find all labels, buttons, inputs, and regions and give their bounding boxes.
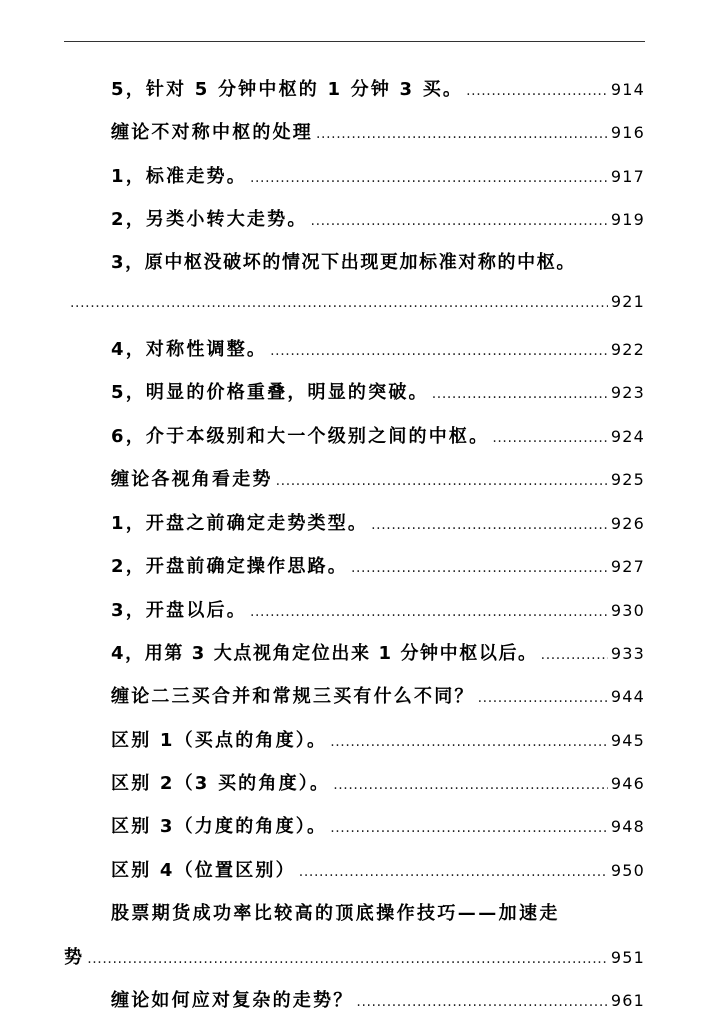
- toc-entry-title: 3，开盘以后。: [111, 600, 247, 621]
- toc-entry-long-title[interactable]: [64, 248, 645, 278]
- toc-entry[interactable]: [64, 465, 645, 495]
- dot-leader: [466, 83, 608, 99]
- toc-entry-title: 2，开盘前确定操作思路。: [111, 556, 348, 577]
- toc-entry[interactable]: [64, 509, 645, 539]
- toc-entry-title-line1: 股票期货成功率比较高的顶底操作技巧——加速走: [111, 903, 560, 924]
- dot-leader: [333, 777, 608, 793]
- toc-entry-title: 4，用第 3 大点视角定位出来 1 分钟中枢以后。: [111, 643, 538, 664]
- toc-entry-page: 922: [610, 340, 645, 359]
- toc-entry-continuation[interactable]: [64, 292, 645, 322]
- toc-entry[interactable]: [64, 335, 645, 365]
- toc-entry-page: 914: [610, 80, 645, 99]
- dot-leader: [541, 647, 608, 663]
- toc-entry[interactable]: [64, 596, 645, 626]
- dot-leader: [87, 951, 608, 967]
- toc-entry-page: 933: [610, 644, 645, 663]
- toc-entry-title: 区别 3（力度的角度）。: [111, 816, 328, 837]
- dot-leader: [270, 343, 608, 359]
- toc-entry[interactable]: [64, 682, 645, 712]
- toc-entry-page: 945: [610, 731, 645, 750]
- toc-entry[interactable]: [64, 812, 645, 842]
- toc-entry-title: 区别 1（买点的角度）。: [111, 730, 328, 751]
- dot-leader: [70, 295, 608, 311]
- toc-entry[interactable]: [64, 552, 645, 582]
- toc-entry-page: 944: [610, 687, 645, 706]
- toc-entry-long-title[interactable]: [64, 899, 645, 929]
- dot-leader: [311, 213, 608, 229]
- dot-leader: [250, 170, 608, 186]
- toc-entry[interactable]: [64, 986, 645, 1016]
- toc-entry-title: 2，另类小转大走势。: [111, 209, 308, 230]
- toc-entry[interactable]: [64, 378, 645, 408]
- toc-entry-page: 916: [610, 123, 645, 142]
- toc-entry-title: 缠论如何应对复杂的走势？: [111, 990, 354, 1011]
- toc-entry-page: 917: [610, 167, 645, 186]
- toc-entry-title: 1，开盘之前确定走势类型。: [111, 513, 369, 534]
- toc-entry-page: 950: [610, 861, 645, 880]
- dot-leader: [299, 864, 608, 880]
- dot-leader: [330, 734, 608, 750]
- dot-leader: [432, 386, 608, 402]
- dot-leader: [371, 517, 608, 533]
- toc-entry-page: 930: [610, 601, 645, 620]
- header-rule: [64, 41, 645, 42]
- toc-entry-page: 919: [610, 210, 645, 229]
- dot-leader: [250, 604, 608, 620]
- toc-entry-title: 缠论不对称中枢的处理: [111, 122, 313, 143]
- toc-entry-title: 缠论各视角看走势: [111, 469, 273, 490]
- toc-entry[interactable]: [64, 118, 645, 148]
- toc-entry-page: 927: [610, 557, 645, 576]
- toc-entry-title: 5，针对 5 分钟中枢的 1 分钟 3 买。: [111, 79, 464, 100]
- toc-entry-page: 924: [610, 427, 645, 446]
- toc-entry[interactable]: [64, 162, 645, 192]
- toc-entry[interactable]: [64, 422, 645, 452]
- toc-entry-title: 区别 4（位置区别）: [111, 860, 296, 881]
- dot-leader: [316, 126, 608, 142]
- dot-leader: [478, 690, 608, 706]
- toc-entry-page: 923: [610, 383, 645, 402]
- toc-entry-page: 946: [610, 774, 645, 793]
- toc-entry-page: 925: [610, 470, 645, 489]
- toc-entry-page: 951: [610, 948, 645, 967]
- toc-entry-title: 区别 2（3 买的角度）。: [111, 773, 331, 794]
- toc-entry[interactable]: [64, 769, 645, 799]
- dot-leader: [492, 430, 608, 446]
- toc-entry-page: 961: [610, 991, 645, 1010]
- toc-entry-title: 4，对称性调整。: [111, 339, 268, 360]
- toc-entry-title: 1，标准走势。: [111, 166, 247, 187]
- toc-entry-page: 948: [610, 817, 645, 836]
- dot-leader: [330, 820, 608, 836]
- toc-entry[interactable]: [64, 726, 645, 756]
- dot-leader: [356, 994, 607, 1010]
- toc-entry[interactable]: [64, 205, 645, 235]
- toc-entry[interactable]: [64, 856, 645, 886]
- toc-entry-title: 6，介于本级别和大一个级别之间的中枢。: [111, 426, 490, 447]
- toc-entry-title-line2: 势: [64, 947, 85, 968]
- dot-leader: [351, 560, 608, 576]
- toc-entry-page: 921: [610, 292, 645, 311]
- dot-leader: [276, 473, 608, 489]
- toc-entry-title: 5，明显的价格重叠，明显的突破。: [111, 382, 429, 403]
- toc-entry-continuation[interactable]: [64, 943, 645, 973]
- toc-entry-title: 缠论二三买合并和常规三买有什么不同？: [111, 686, 475, 707]
- toc-entry-page: 926: [610, 514, 645, 533]
- toc-entry[interactable]: [64, 75, 645, 105]
- toc-entry[interactable]: [64, 639, 645, 669]
- toc-entry-title: 3，原中枢没破坏的情况下出现更加标准对称的中枢。: [111, 252, 576, 273]
